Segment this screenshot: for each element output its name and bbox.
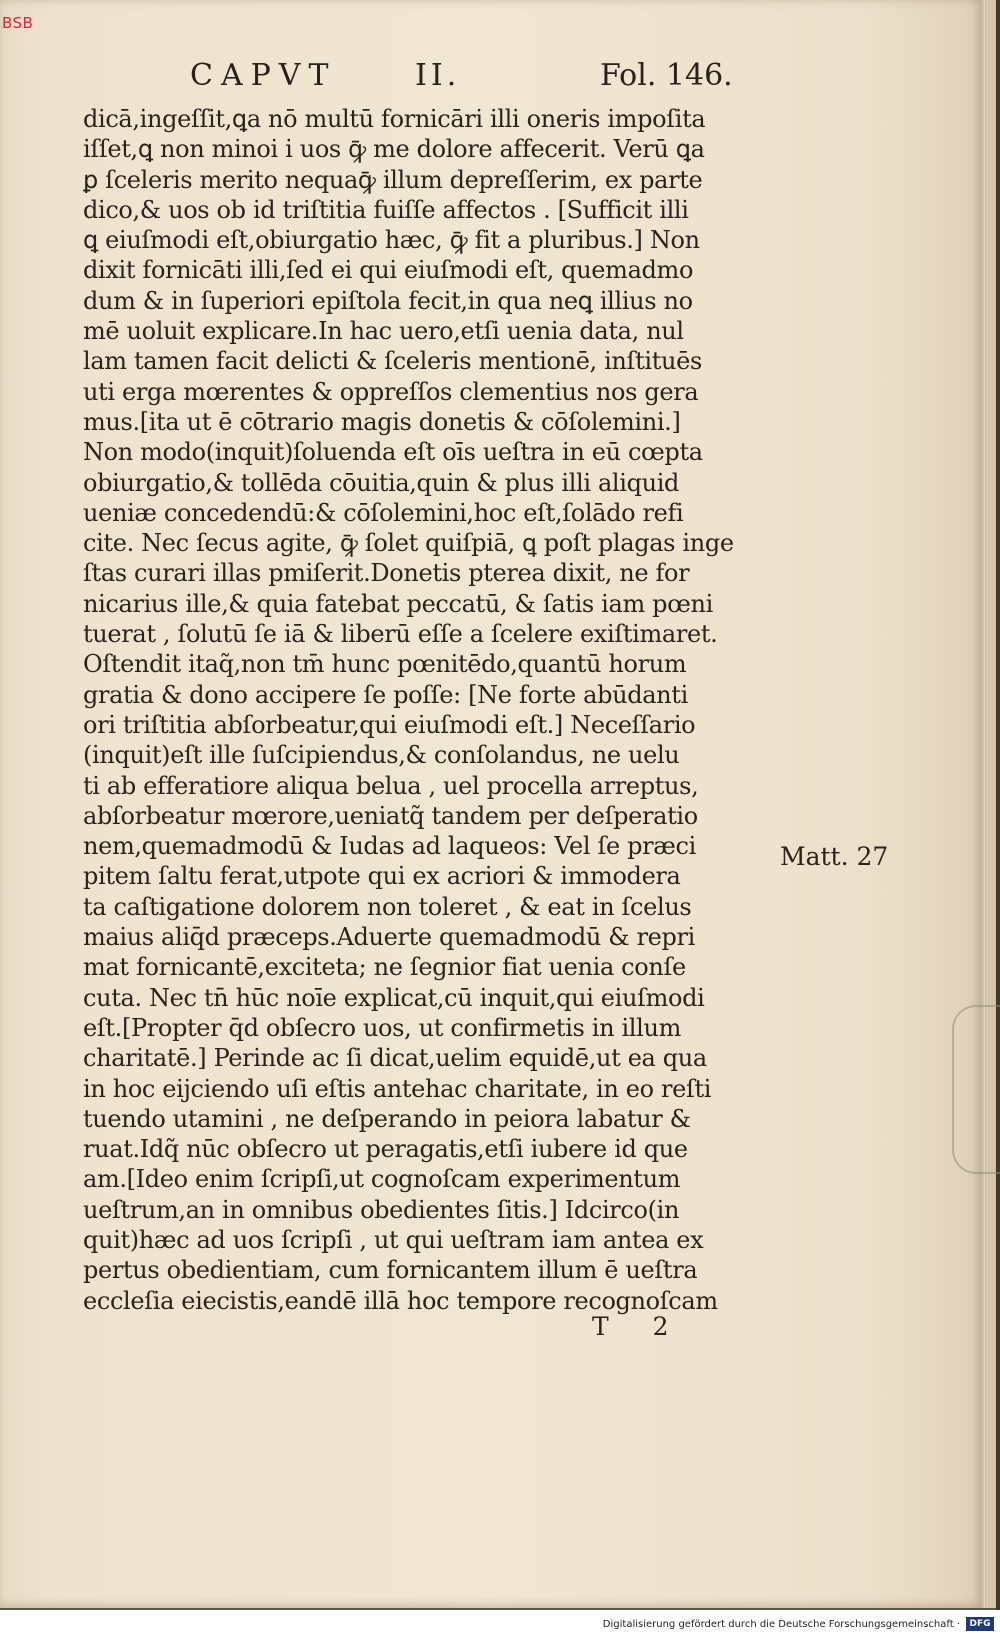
text-line: in hoc eijciendo uſi eſtis antehac charitate, in eo reſti: [83, 1074, 712, 1103]
text-line: eſt.[Propter q̄d obſecro uos, ut confirmetis in illum: [83, 1013, 681, 1042]
running-head-chapter: II.: [415, 58, 461, 93]
text-line: mē uoluit explicare.In hac uero,etſi uenia data, nul: [83, 317, 684, 346]
text-line: ſtas curari illas pmiſerit.Donetis pterea dixit, ne for: [83, 559, 690, 588]
text-line: dico,& uos ob id triſtitia fuiſſe affectos . [Sufficit illi: [83, 195, 689, 224]
text-line: ueniæ concedendū:& cōſolemini,hoc eſt,ſolādo refi: [83, 498, 684, 527]
footer-credit: Digitalisierung gefördert durch die Deutsche Forschungsgemeinschaft ·: [602, 1619, 960, 1630]
text-line: cuta. Nec tn̄ hūc noīe explicat,cū inquit,qui eiuſmodi: [83, 983, 705, 1012]
text-line: ꝗ eiuſmodi eſt,obiurgatio hæc, ꝙ̄ fit a pluribus.] Non: [83, 226, 700, 255]
text-line: uti erga mœrentes & oppreſſos clementius nos gera: [83, 377, 699, 406]
text-line: mus.[ita ut ē cōtrario magis donetis & cōſolemini.]: [83, 407, 681, 436]
text-line: nicarius ille,& quia fatebat peccatū, & ſatis iam pœni: [83, 589, 713, 618]
text-line: tuendo utamini , ne deſperando in peiora labatur &: [83, 1104, 691, 1133]
running-head-caput: CAPVT: [190, 58, 337, 93]
folio-number: Fol. 146.: [600, 58, 733, 93]
text-line: Oſtendit itaq̃,non tm̄ hunc pœnitēdo,quantū horum: [83, 650, 687, 679]
running-head: [190, 58, 780, 98]
text-line: ꝑ ſceleris merito nequaꝙ̄ illum depreſſerim, ex parte: [83, 165, 703, 194]
text-line: dicā,ingeſſit,ꝗa nō multū fornicāri illi oneris impoſita: [83, 105, 706, 133]
text-line: mat fornicantē,exciteta; ne ſegnior fiat uenia conſe: [83, 953, 686, 982]
text-line: quit)hæc ad uos ſcripſi , ut qui ueſtram iam antea ex: [83, 1225, 704, 1254]
body-text: [83, 104, 773, 1316]
text-line: ueſtrum,an in omnibus obedientes ſitis.] Idcirco(in: [83, 1195, 680, 1224]
text-line: ti ab efferatiore aliqua belua , uel procella arreptus,: [83, 771, 699, 800]
dfg-logo: DFG: [966, 1617, 994, 1631]
text-line: cite. Nec ſecus agite, ꝙ̄ ſolet quiſpiā, ꝗ poſt plagas inge: [83, 529, 734, 558]
text-line: lam tamen facit delicti & ſceleris mentionē, inſtituēs: [83, 347, 702, 376]
signature-mark: T 2: [592, 1312, 687, 1341]
text-line: dum & in ſuperiori epiſtola fecit,in qua neꝗ illius no: [83, 286, 693, 315]
text-line: ruat.Idq̃ nūc obſecro ut peragatis,etſi iubere id que: [83, 1135, 688, 1164]
footer: [0, 1610, 1000, 1639]
text-line: charitatē.] Perinde ac ſi dicat,uelim equidē,ut ea qua: [83, 1044, 707, 1073]
text-line: abſorbeatur mœrore,ueniatq̃ tandem per deſperatio: [83, 801, 698, 830]
text-line: Non modo(inquit)ſoluenda eſt oīs ueſtra in eū cœpta: [83, 438, 703, 467]
margin-note: Matt. 27: [780, 842, 889, 871]
text-line: ori triſtitia abſorbeatur,qui eiuſmodi eſt.] Neceſſario: [83, 710, 696, 739]
text-line: nem,quemadmodū & Iudas ad laqueos: Vel ſe præci: [83, 832, 696, 861]
text-line: obiurgatio,& tollēda cōuitia,quin & plus illi aliquid: [83, 468, 680, 497]
page-edge-shadow: [996, 0, 1000, 1610]
text-line: pitem ſaltu ferat,utpote qui ex acriori & immodera: [83, 862, 681, 891]
page-clip-mark: [952, 1005, 1000, 1174]
text-line: ta caſtigatione dolorem non toleret , & eat in ſcelus: [83, 892, 692, 921]
text-line: dixit fornicāti illi,ſed ei qui eiuſmodi eſt, quemadmo: [83, 256, 694, 285]
text-line: maius aliq̄d præceps.Aduerte quemadmodū & repri: [83, 923, 696, 952]
text-line: eccleſia eiecistis,eandē illā hoc tempore recognoſcam: [83, 1286, 718, 1315]
text-line: gratia & dono accipere ſe poſſe: [Ne forte abūdanti: [83, 680, 688, 709]
text-line: pertus obedientiam, cum fornicantem illum ē ueſtra: [83, 1256, 698, 1285]
library-mark: BSB: [2, 14, 34, 32]
text-line: tuerat , ſolutū ſe iā & liberū eſſe a ſcelere exiſtimaret.: [83, 620, 718, 649]
text-line: am.[Ideo enim ſcripſi,ut cognoſcam experimentum: [83, 1165, 681, 1194]
text-line: iſſet,ꝗ non minoi i uos ꝙ̄ me dolore affecerit. Verū ꝗa: [83, 135, 705, 164]
text-line: (inquit)eſt ille ſuſcipiendus,& conſolandus, ne uelu: [83, 741, 680, 770]
